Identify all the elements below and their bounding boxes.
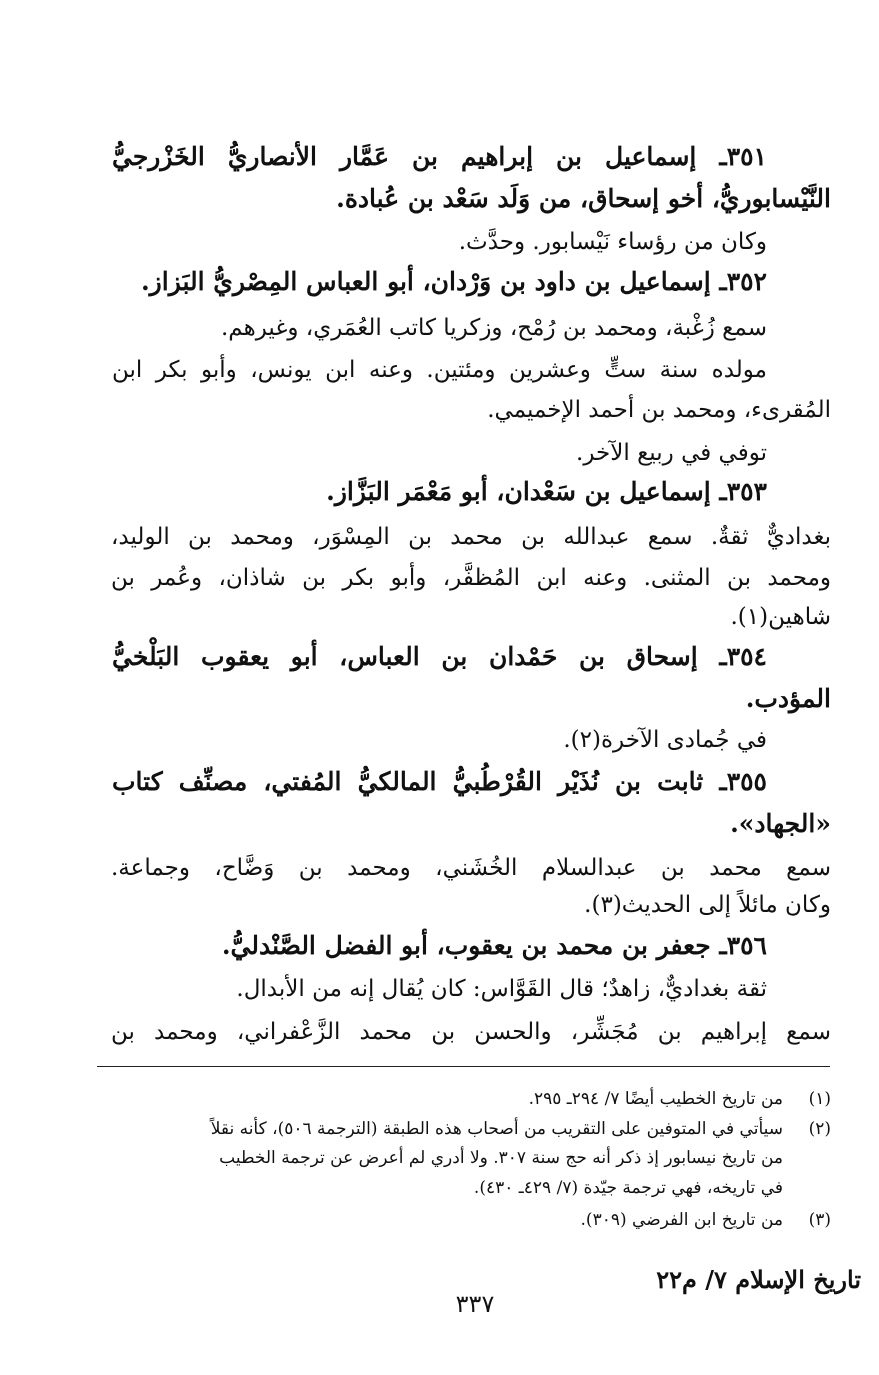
entry-352-text-4: توفي في ربيع الآخر. — [576, 440, 767, 466]
footnote-text: من تاريخ نيسابور إذ ذكر أنه حج سنة ٣٠٧. ولا أدري لم أعرض عن ترجمة الخطيب — [219, 1148, 783, 1168]
footnote-1 — [111, 1086, 831, 1114]
entry-354-heading: ٣٥٤ـ إسحاق بن حَمْدان بن العباس، أبو يعقوب البَلْخيُّ — [112, 642, 767, 671]
entry-352-heading: ٣٥٢ـ إسماعيل بن داود بن وَرْدان، أبو العباس المِصْريُّ البَزاز. — [140, 267, 767, 296]
entry-355-text-2: وكان مائلاً إلى الحديث(٣). — [584, 892, 831, 918]
entry-356-heading: ٣٥٦ـ جعفر بن محمد بن يعقوب، أبو الفضل الصَّنْدليُّ. — [221, 931, 767, 960]
footnote-2-line-1 — [111, 1116, 831, 1144]
entry-353-text-1: بغداديٌّ ثقةٌ. سمع عبدالله بن محمد بن المِسْوَر، ومحمد بن الوليد، — [111, 524, 831, 550]
footnote-text: في تاريخه، فهي ترجمة جيّدة (٧/ ٤٢٩ـ ٤٣٠). — [473, 1178, 783, 1198]
footnote-2-line-3 — [111, 1175, 831, 1203]
footnote-text: سيأتي في المتوفين على التقريب من أصحاب هذه الطبقة (الترجمة ٥٠٦)، كأنه نقلاً — [210, 1119, 783, 1139]
entry-354-heading-cont: المؤدب. — [745, 684, 831, 713]
entry-355-text-1: سمع محمد بن عبدالسلام الخُشَني، ومحمد بن وَضَّاح، وجماعة. — [111, 855, 831, 881]
volume-signature: تاريخ الإسلام ٧/ م٢٢ — [656, 1265, 861, 1294]
entry-355-heading-cont: «الجهاد». — [730, 809, 831, 838]
footnote-text: من تاريخ ابن الفرضي (٣٠٩). — [580, 1210, 783, 1230]
footnote-number: (٢) — [808, 1119, 831, 1139]
footnote-text: من تاريخ الخطيب أيضًا ٧/ ٢٩٤ـ ٢٩٥. — [528, 1089, 783, 1109]
entry-352-text-2: مولده سنة ستٍّ وعشرين ومئتين. وعنه ابن يونس، وأبو بكر ابن — [112, 357, 767, 383]
entry-351-heading: ٣٥١ـ إسماعيل بن إبراهيم بن عَمَّار الأنصاريُّ الخَزْرجيُّ — [112, 142, 767, 171]
footnote-2-line-2 — [111, 1145, 831, 1173]
entry-354-text: في جُمادى الآخرة(٢). — [563, 727, 767, 753]
entry-356-text-1: ثقة بغداديٌّ، زاهدٌ؛ قال القَوَّاس: كان يُقال إنه من الأبدال. — [236, 976, 767, 1002]
page-number: ٣٣٧ — [455, 1290, 495, 1318]
entry-351-text: وكان من رؤساء نَيْسابور. وحدَّث. — [458, 229, 767, 255]
footnote-number: (١) — [808, 1089, 831, 1109]
footnote-3 — [111, 1207, 831, 1235]
entry-353-text-3: شاهين(١). — [730, 604, 831, 630]
entry-353-heading: ٣٥٣ـ إسماعيل بن سَعْدان، أبو مَعْمَر البَزَّاز. — [326, 477, 767, 506]
footnote-number: (٣) — [808, 1210, 831, 1230]
entry-352-text-1: سمع زُغْبة، ومحمد بن رُمْح، وزكريا كاتب العُمَري، وغيرهم. — [220, 315, 767, 341]
entry-351-heading-cont: النَّيْسابوريُّ، أخو إسحاق، من وَلَد سَعْد بن عُبادة. — [336, 184, 831, 213]
entry-352-text-3: المُقرىء، ومحمد بن أحمد الإخميمي. — [487, 397, 831, 423]
footnote-divider — [97, 1066, 830, 1067]
entry-356-text-2: سمع إبراهيم بن مُجَشِّر، والحسن بن محمد الزَّعْفراني، ومحمد بن — [111, 1019, 831, 1045]
entry-355-heading: ٣٥٥ـ ثابت بن نُذَيْر القُرْطُبيُّ المالكيُّ المُفتي، مصنِّف كتاب — [112, 767, 767, 796]
entry-353-text-2: ومحمد بن المثنى. وعنه ابن المُظفَّر، وأبو بكر بن شاذان، وعُمر بن — [111, 565, 831, 591]
